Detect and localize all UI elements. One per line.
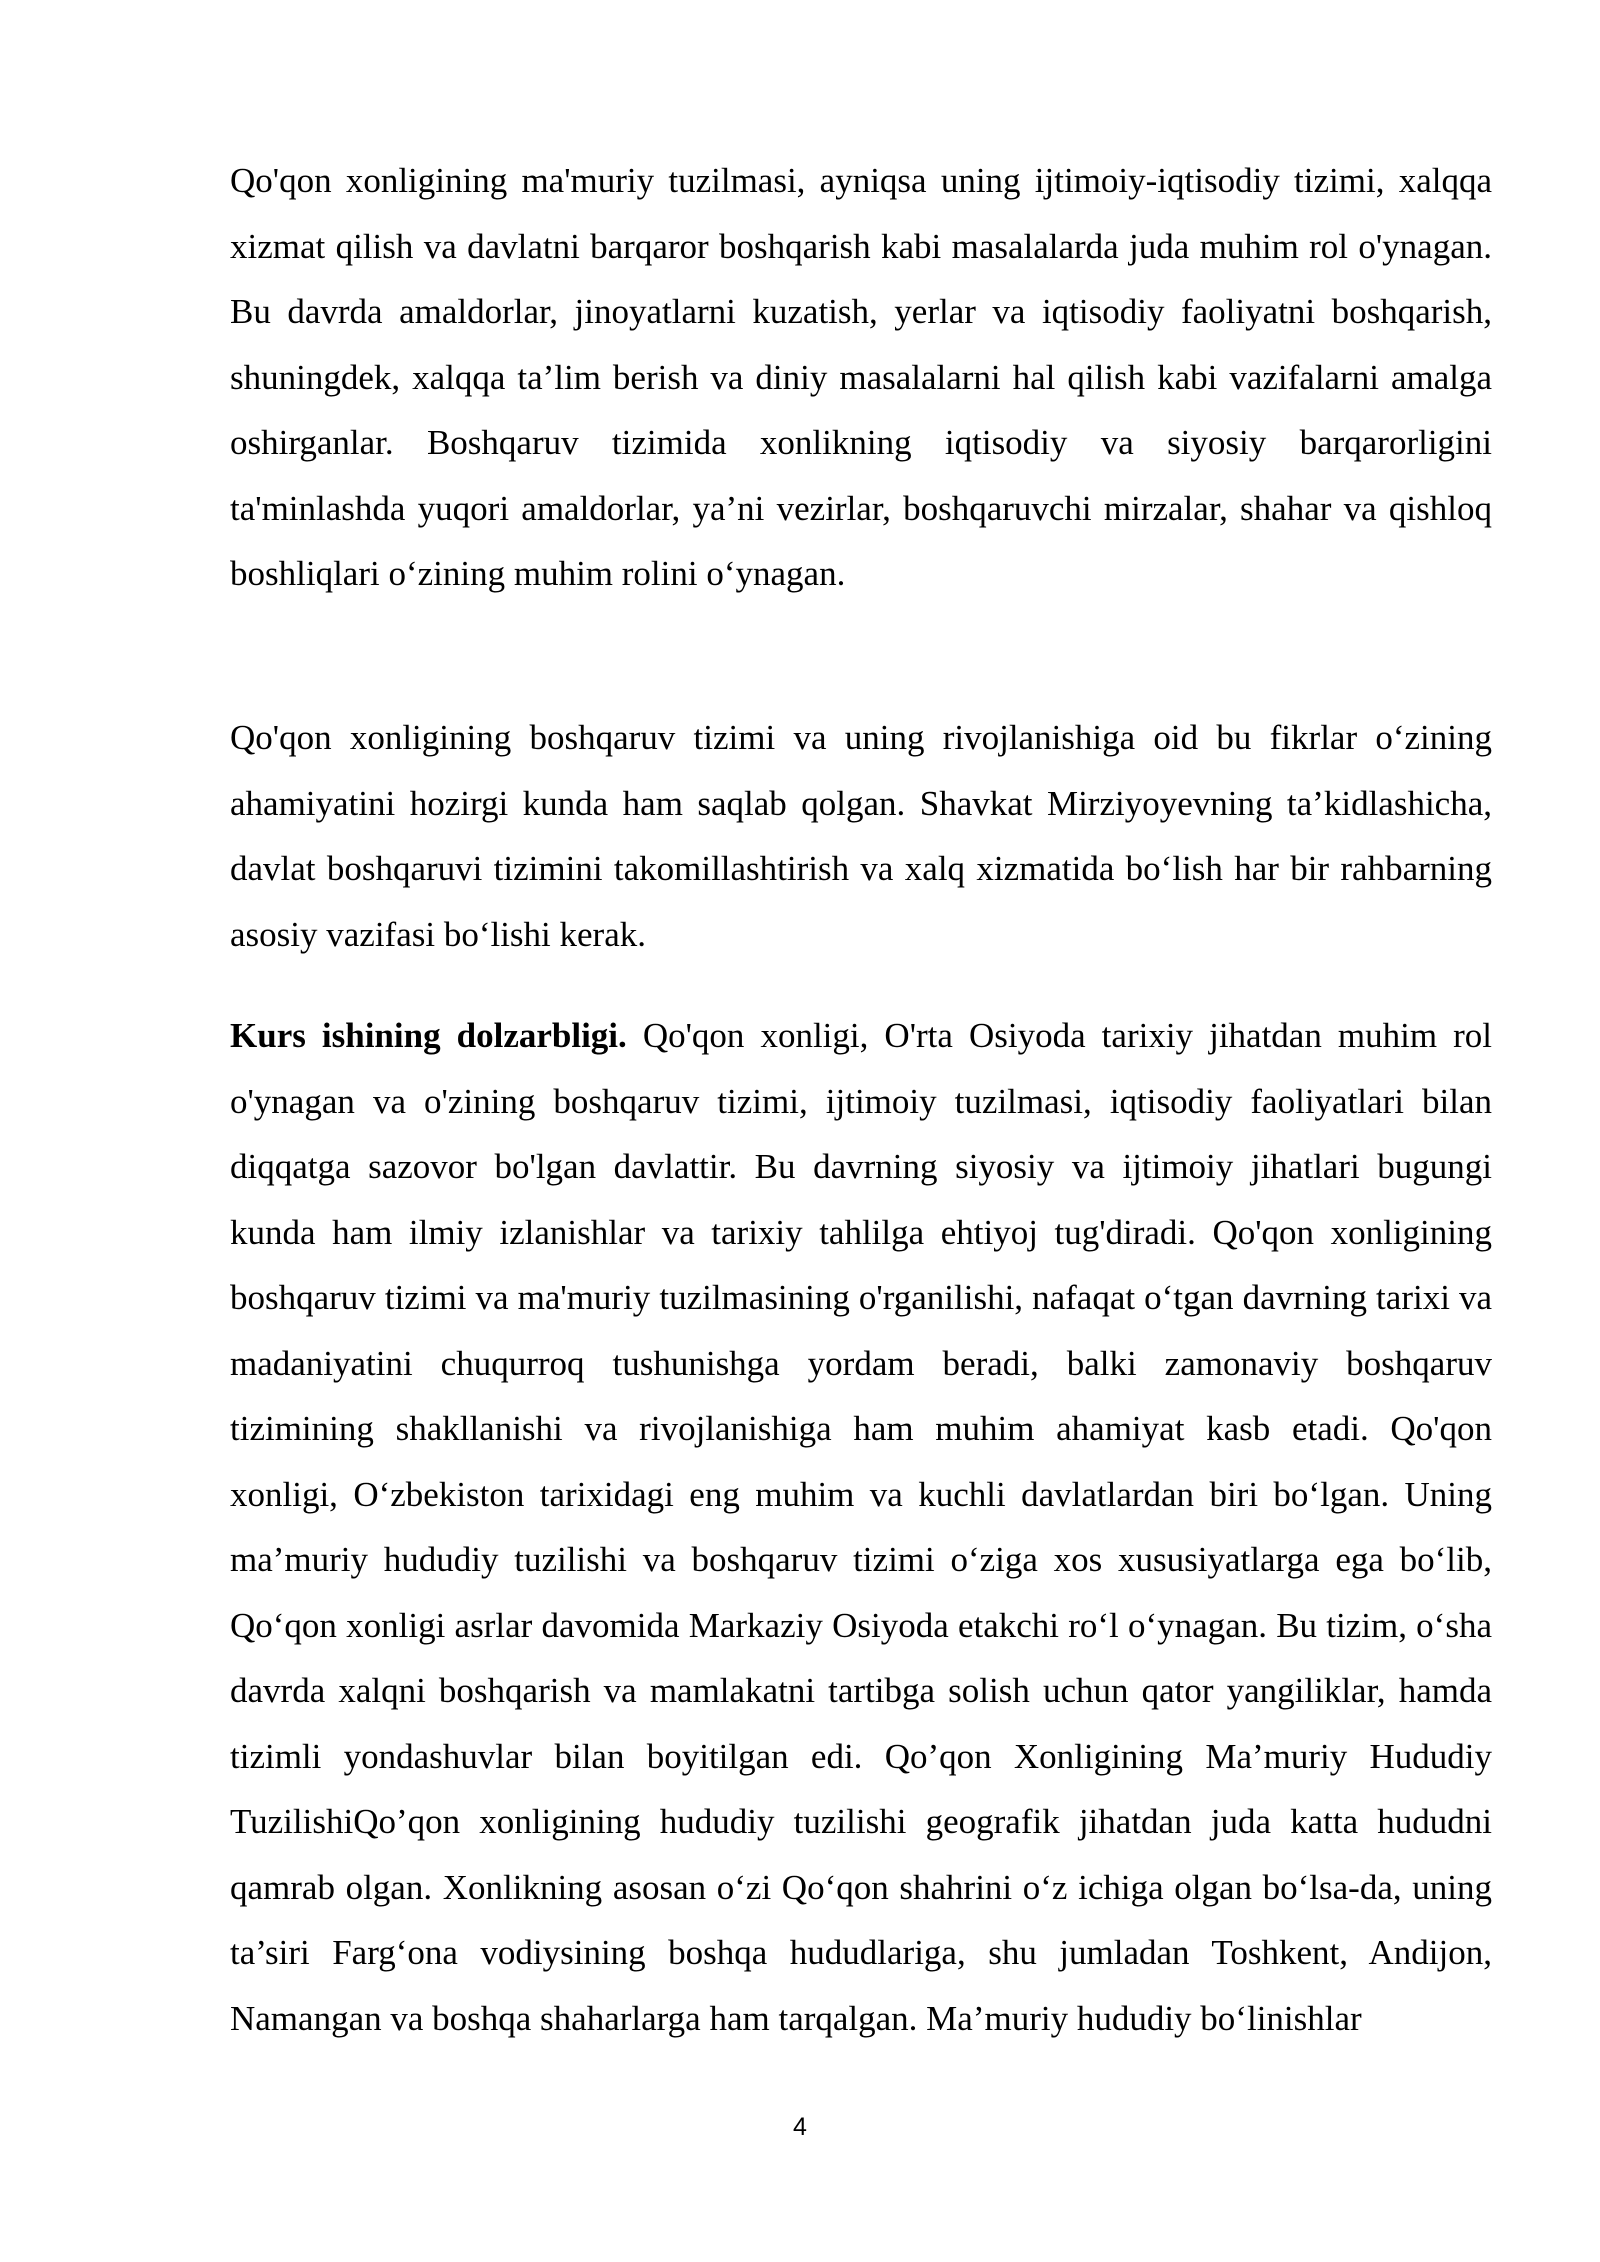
paragraph-2: Qo'qon xonligining boshqaruv tizimi va uning rivojlanishiga oid bu fikrlar o‘zining ahamiyatini hozirgi kunda ham saqlab qolgan. Shavkat Mirziyoyevning ta’kidlashicha, davlat boshqaruvi tizimini takomillashtirish va xalq xizmatida bo‘lish har bir rahbarning asosiy vazifasi bo‘lishi kerak.: [230, 718, 1492, 954]
paragraph-3: [230, 1003, 1492, 2051]
section-lead-heading: Kurs ishining dolzarbligi.: [230, 1016, 627, 1055]
paragraph-1: Qo'qon xonligining ma'muriy tuzilmasi, ayniqsa uning ijtimoiy-iqtisodiy tizimi, xalqqa xizmat qilish va davlatni barqaror boshqarish kabi masalalarda juda muhim rol o'ynagan. Bu davrda amaldorlar, jinoyatlarni kuzatish, yerlar va iqtisodiy faoliyatni boshqarish, shuningdek, xalqqa ta’lim berish va diniy masalalarni hal qilish kabi vazifalarni amalga oshirganlar. Boshqaruv tizimida xonlikning iqtisodiy va siyosiy barqarorligini ta'minlashda yuqori amaldorlar, ya’ni vezirlar, boshqaruvchi mirzalar, shahar va qishloq boshliqlari o‘zining muhim rolini o‘ynagan.: [230, 161, 1492, 593]
page-number: 4: [793, 2113, 807, 2141]
paragraph-3-body: Qo'qon xonligi, O'rta Osiyoda tarixiy jihatdan muhim rol o'ynagan va o'zining boshqaruv tizimi, ijtimoiy tuzilmasi, iqtisodiy faoliyatlari bilan diqqatga sazovor bo'lgan davlattir. Bu davrning siyosiy va ijtimoiy jihatlari bugungi kunda ham ilmiy izlanishlar va tarixiy tahlilga ehtiyoj tug'diradi. Qo'qon xonligining boshqaruv tizimi va ma'muriy tuzilmasining o'rganilishi, nafaqat o‘tgan davrning tarixi va madaniyatini chuqurroq tushunishga yordam beradi, balki zamonaviy boshqaruv tizimining shakllanishi va rivojlanishiga ham muhim ahamiyat kasb etadi. Qo'qon xonligi, O‘zbekiston tarixidagi eng muhim va kuchli davlatlardan biri bo‘lgan. Uning ma’muriy hududiy tuzilishi va boshqaruv tizimi o‘ziga xos xususiyatlarga ega bo‘lib, Qo‘qon xonligi asrlar davomida Markaziy Osiyoda etakchi ro‘l o‘ynagan. Bu tizim, o‘sha davrda xalqni boshqarish va mamlakatni tartibga solish uchun qator yangiliklar, hamda tizimli yondashuvlar bilan boyitilgan edi. Qo’qon Xonligining Ma’muriy Hududiy TuzilishiQo’qon xonligining hududiy tuzilishi geografik jihatdan juda katta hududni qamrab olgan. Xonlikning asosan o‘zi Qo‘qon shahrini o‘z ichiga olgan bo‘lsa-da, uning ta’siri Farg‘ona vodiysining boshqa hududlariga, shu jumladan Toshkent, Andijon, Namangan va boshqa shaharlarga ham tarqalgan. Ma’muriy hududiy bo‘linishlar: [230, 1016, 1492, 2038]
